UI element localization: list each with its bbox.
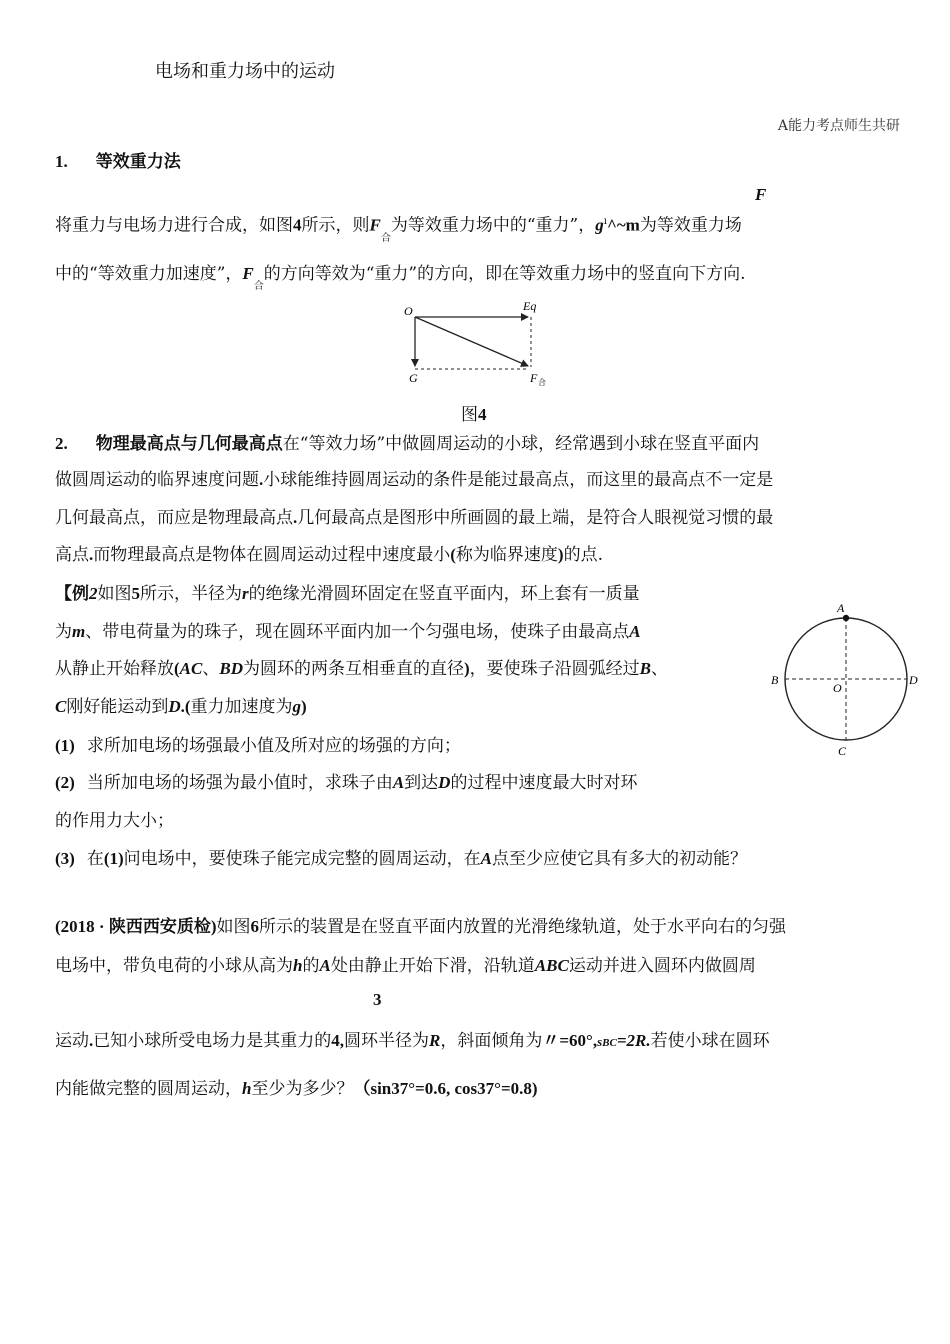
example2-line4: C刚好能运动到D.(重力加速度为g) xyxy=(55,697,307,717)
label-F-sub: 合 xyxy=(538,378,546,387)
example2-line2: 为m、带电荷量为的珠子，现在圆环平面内加一个匀强电场，使珠子由最高点A xyxy=(55,622,641,642)
circle-diagram xyxy=(766,598,926,760)
label-Eq: Eq xyxy=(523,299,537,313)
question-3: (3) 在(1)问电场中，要使珠子能完成完整的圆周运动，在A点至少应使它具有多大的初动能？ xyxy=(55,849,747,869)
section2-line3: 几何最高点，而应是物理最高点.几何最高点是图形中所画圆的最上端，是符合人眼视觉习惯的最 xyxy=(55,508,774,528)
label-B: B xyxy=(771,673,779,687)
label-G: G xyxy=(409,371,418,385)
problem-line4: 内能做完整的圆周运动，h至少为多少？（sin37°=0.6, cos37°=0.8) xyxy=(55,1079,538,1099)
section1-line2: 中的“等效重力加速度”，$F_合$的方向等效为“重力”的方向，即在等效重力场中的竖直向下方向. xyxy=(55,264,746,292)
problem-line1: (2018 · 陕西西安质检)如图6所示的装置是在竖直平面内放置的光滑绝缘轨道，处于水平向右的匀强 xyxy=(55,917,786,937)
section1-heading xyxy=(55,148,181,176)
label-O: O xyxy=(404,304,413,318)
force-diagram xyxy=(395,295,565,390)
section2-line2: 做圆周运动的临界速度问题.小球能维持圆周运动的条件是能过最高点，而这里的最高点不一定是 xyxy=(55,470,774,490)
floating-3: 3 xyxy=(373,990,382,1009)
example2-line3: 从静止开始释放(AC、BD为圆环的两条互相垂直的直径)，要使珠子沿圆弧经过B、 xyxy=(55,659,668,679)
figure4-caption: 图4 xyxy=(461,405,487,425)
question-2-cont: 的作用力大小； xyxy=(55,811,174,831)
section1-title: 等效重力法 xyxy=(95,152,181,171)
floating-F: F xyxy=(755,185,767,204)
section2-number: 2. xyxy=(55,434,68,453)
question-1: (1) 求所加电场的场强最小值及所对应的场强的方向； xyxy=(55,736,461,756)
problem-line2: 电场中，带负电荷的小球从高为h的A处由静止开始下滑，沿轨道ABC运动并进入圆环内做圆周 xyxy=(55,956,756,976)
section1-number: 1. xyxy=(55,152,68,171)
section2-line1: 2. 物理最高点与几何最高点在“等效力场”中做圆周运动的小球，经常遇到小球在竖直平面内 xyxy=(55,434,760,454)
problem-line3: 运动.已知小球所受电场力是其重力的4,圆环半径为R，斜面倾角为〃=60°,sBC=2R.若使小球在圆环 xyxy=(55,1031,770,1051)
page-title: 电场和重力场中的运动 xyxy=(155,61,335,82)
label-A: A xyxy=(837,601,845,615)
ring xyxy=(785,618,907,740)
label-F: F xyxy=(530,371,538,385)
label-O: O xyxy=(833,681,842,695)
question-2: (2) 当所加电场的场强为最小值时，求珠子由A到达D的过程中速度最大时对环 xyxy=(55,773,638,793)
example2-line1: 【例2如图5所示，半径为r的绝缘光滑圆环固定在竖直平面内，环上套有一质量 xyxy=(55,584,640,604)
section2-heading: 物理最高点与几何最高点 xyxy=(95,434,283,453)
section1-line1: 将重力与电场力进行合成，如图4所示，则$F_合$为等效重力场中的“重力”，$g^ı\^{}\sim m$为等效重力场 xyxy=(55,215,742,244)
label-D: D xyxy=(909,673,918,687)
resultant-force-arrow xyxy=(415,317,528,366)
source-label: A能力考点师生共研 xyxy=(777,118,900,134)
label-C: C xyxy=(838,744,847,758)
section2-line4: 高点.而物理最高点是物体在圆周运动过程中速度最小(称为临界速度)的点. xyxy=(55,545,603,565)
bead xyxy=(843,615,849,621)
